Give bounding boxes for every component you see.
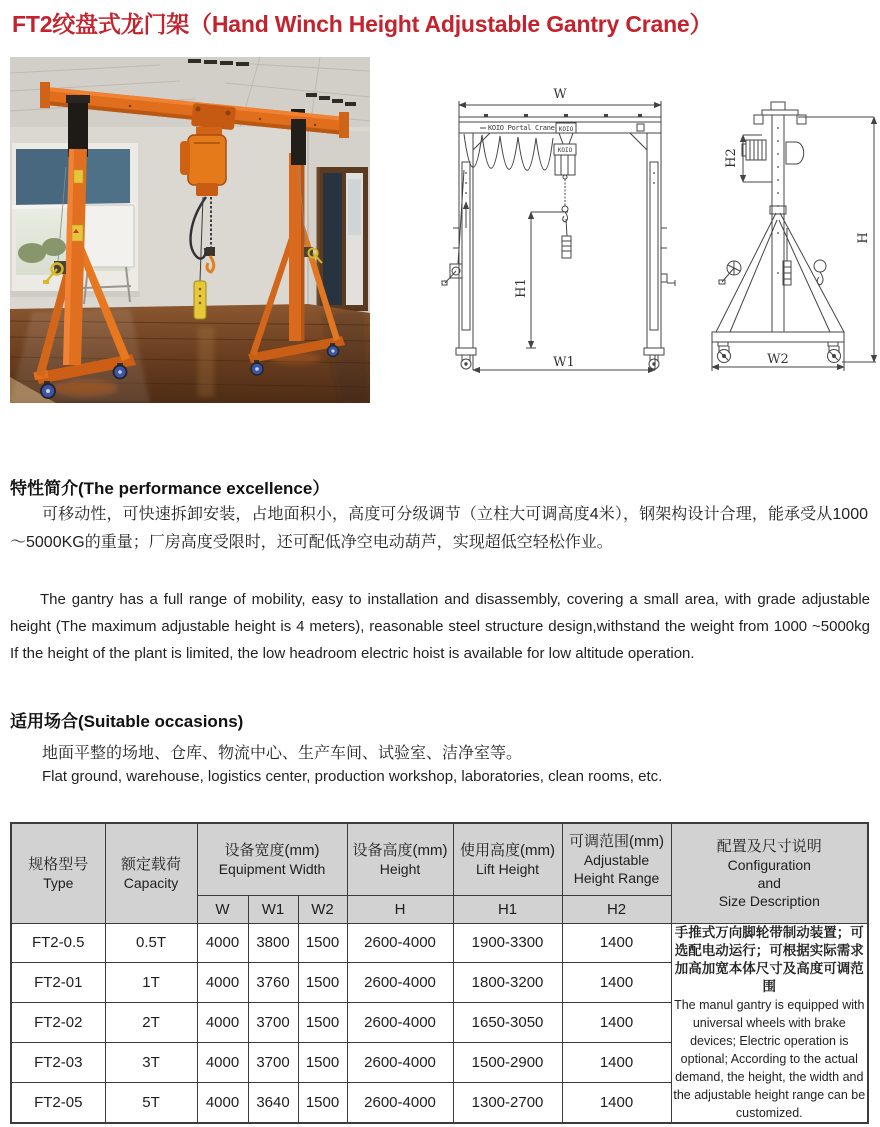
cell-w2: 1500 xyxy=(298,1043,347,1083)
performance-text-en: The gantry has a full range of mobility, easy to installation and disassembly, covering a small area, with grade adjustable height (The maximum adjustable height is 4 meters), reasonable steel structure design,withstand the weight from 1000 ~5000kg If the height of the plant is limited, the low headroom electric hoist is available for low altitude operation. xyxy=(10,591,870,662)
subcol-w1: W1 xyxy=(248,895,298,923)
cell-capacity: 5T xyxy=(105,1083,197,1123)
cell-w: 4000 xyxy=(197,963,248,1003)
cell-type: FT2-01 xyxy=(11,963,105,1003)
col-header-type: 规格型号 Type xyxy=(11,823,105,923)
page-title: FT2绞盘式龙门架（Hand Winch Height Adjustable Gantry Crane） xyxy=(12,11,713,37)
dim-label-h2: H2 xyxy=(724,148,739,168)
dim-label-w2: W2 xyxy=(767,352,789,367)
subcol-w2: W2 xyxy=(298,895,347,923)
cell-h2: 1400 xyxy=(562,923,671,963)
festoon-cable xyxy=(464,134,553,170)
cell-w1: 3760 xyxy=(248,963,298,1003)
config-text-zh: 手推式万向脚轮带制动装置；可选配电动运行；可根据实际需求加高加宽本体尺寸及高度可调范围 xyxy=(674,924,864,994)
subcol-h2: H2 xyxy=(562,895,671,923)
cell-w: 4000 xyxy=(197,1003,248,1043)
subcol-h: H xyxy=(347,895,453,923)
left-column-insert xyxy=(68,97,88,157)
cell-h1: 1800-3200 xyxy=(453,963,562,1003)
side-view xyxy=(712,102,876,371)
subcol-h1: H1 xyxy=(453,895,562,923)
cell-configuration xyxy=(671,923,868,1123)
col-header-configuration: 配置及尺寸说明 Configuration and Size Description xyxy=(671,823,868,923)
dim-label-w: W xyxy=(553,87,567,102)
cell-type: FT2-05 xyxy=(11,1083,105,1123)
cell-h1: 1500-2900 xyxy=(453,1043,562,1083)
trolley-label: KOIO xyxy=(558,126,574,133)
cell-w: 4000 xyxy=(197,1043,248,1083)
occasions-text-en: Flat ground, warehouse, logistics center, production workshop, laboratories, clean rooms, etc. xyxy=(42,768,663,785)
dim-label-h: H xyxy=(856,232,871,244)
dimension-drawing xyxy=(440,78,880,378)
product-photo xyxy=(10,57,370,403)
performance-heading: 特性简介(The performance excellence） xyxy=(10,479,330,498)
cell-w1: 3700 xyxy=(248,1003,298,1043)
cell-h2: 1400 xyxy=(562,963,671,1003)
cell-w2: 1500 xyxy=(298,1083,347,1123)
cell-type: FT2-02 xyxy=(11,1003,105,1043)
cell-h1: 1900-3300 xyxy=(453,923,562,963)
occasions-text-zh: 地面平整的场地、仓库、物流中心、生产车间、试验室、洁净室等。 xyxy=(42,745,523,762)
door xyxy=(318,167,368,311)
beam-label: KOIO Portal Crane xyxy=(488,124,555,132)
right-column-insert xyxy=(291,119,306,165)
cell-h2: 1400 xyxy=(562,1043,671,1083)
spec-table xyxy=(10,822,869,1124)
cell-h: 2600-4000 xyxy=(347,1083,453,1123)
cell-h: 2600-4000 xyxy=(347,963,453,1003)
performance-text-zh: 可移动性，可快速拆卸安装，占地面积小，高度可分级调节（立柱大可调高度4米），钢架构设计合理，能承受从1000～5000KG的重量；厂房高度受限时，还可配低净空电动葫芦，实现超低空轻松作业。 xyxy=(10,506,868,551)
cell-type: FT2-0.5 xyxy=(11,923,105,963)
cell-h1: 1650-3050 xyxy=(453,1003,562,1043)
cell-w2: 1500 xyxy=(298,1003,347,1043)
cell-capacity: 3T xyxy=(105,1043,197,1083)
subcol-w: W xyxy=(197,895,248,923)
col-header-capacity: 额定载荷 Capacity xyxy=(105,823,197,923)
col-header-height: 设备高度(mm) Height xyxy=(347,823,453,895)
cell-h2: 1400 xyxy=(562,1003,671,1043)
config-text-en: The manul gantry is equipped with universal wheels with brake devices; Electric operation is optional; According to the actual demand, the height, the width and the adjustable height range can be customized. xyxy=(673,997,866,1120)
product-photo-svg xyxy=(10,57,370,403)
col-header-lift-height: 使用高度(mm) Lift Height xyxy=(453,823,562,895)
col-header-width: 设备宽度(mm) Equipment Width xyxy=(197,823,347,895)
cell-w: 4000 xyxy=(197,1083,248,1123)
dimension-drawing-svg xyxy=(440,78,880,378)
winch-side-view xyxy=(719,261,741,284)
cell-h: 2600-4000 xyxy=(347,1043,453,1083)
cell-type: FT2-03 xyxy=(11,1043,105,1083)
occasions-heading: 适用场合(Suitable occasions) xyxy=(10,712,244,731)
cell-w2: 1500 xyxy=(298,923,347,963)
cell-w: 4000 xyxy=(197,923,248,963)
cell-capacity: 2T xyxy=(105,1003,197,1043)
cell-h1: 1300-2700 xyxy=(453,1083,562,1123)
table-row xyxy=(11,923,868,963)
cell-h2: 1400 xyxy=(562,1083,671,1123)
cell-w1: 3640 xyxy=(248,1083,298,1123)
pendant-control xyxy=(194,281,206,319)
hoist-label: KOIO xyxy=(557,147,573,154)
col-header-adjustable-range: 可调范围(mm) Adjustable Height Range xyxy=(562,823,671,895)
hook-block xyxy=(206,247,215,256)
cell-capacity: 1T xyxy=(105,963,197,1003)
cell-w2: 1500 xyxy=(298,963,347,1003)
dim-label-h1: H1 xyxy=(514,278,529,298)
dim-label-w1: W1 xyxy=(553,355,575,370)
cell-capacity: 0.5T xyxy=(105,923,197,963)
cell-h: 2600-4000 xyxy=(347,1003,453,1043)
cell-w1: 3800 xyxy=(248,923,298,963)
cell-w1: 3700 xyxy=(248,1043,298,1083)
front-view xyxy=(442,101,675,370)
cell-h: 2600-4000 xyxy=(347,923,453,963)
